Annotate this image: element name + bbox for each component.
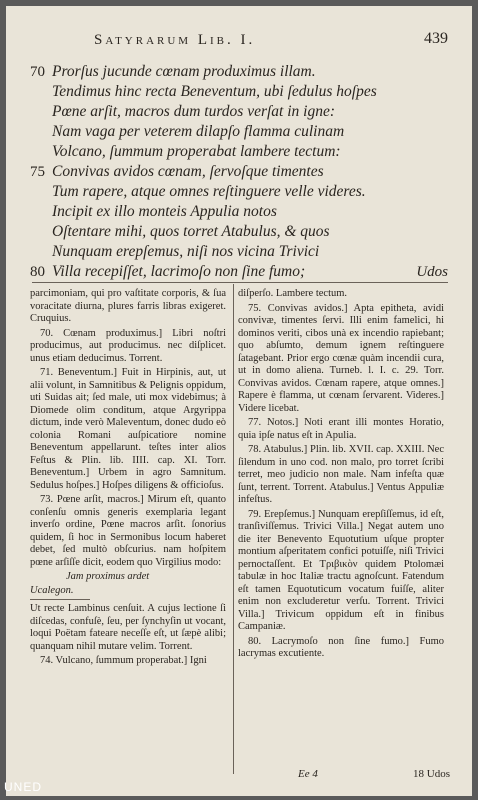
- verse-line: [30, 222, 450, 242]
- horizontal-rule: [32, 282, 448, 283]
- commentary-paragraph: 73. Pœne arſit, macros.] Mirum eſt, quanto conſenſu omnis generis exemplaria legant inverſo ordine, Pœne macros arſit. ſonorius quidem, ſi hoc in Sermonibus locum haberet debet, ſed multò obſcurius. nam hoſpitem pœne arſiſſe dicit, eodem quo Virgilius modo:: [30, 494, 226, 568]
- running-title: Satyrarum Lib. I.: [94, 32, 256, 48]
- verse-text: Nam vaga per veterem dilapſo flamma culinam: [52, 123, 345, 140]
- book-page: [6, 6, 472, 796]
- verse-line: [30, 182, 450, 202]
- page-number: 439: [424, 30, 448, 47]
- verse-line: [30, 122, 450, 142]
- verse-line: [30, 142, 450, 162]
- commentary-paragraph: 80. Lacrymoſo non ſine fumo.] Fumo lacrymas excutiente.: [238, 635, 444, 659]
- footer-catchword: 18 Udos: [413, 768, 450, 780]
- watermark-text: UNED: [4, 780, 43, 794]
- verse-line: [30, 82, 450, 102]
- verse-block: [30, 62, 450, 282]
- commentary-paragraph: Jam proximus ardet: [66, 571, 150, 582]
- commentary-paragraph: Ucalegon.: [30, 584, 74, 596]
- verse-line: [30, 62, 450, 82]
- commentary-paragraph: 70. Cœnam produximus.] Libri noſtri producimus, aut producimus. nec diſplicet. unus etiam deducimus. Torrent.: [30, 327, 226, 364]
- commentary-paragraph: diſperſo. Lambere tectum.: [238, 288, 348, 299]
- quote-separator: [30, 599, 90, 600]
- commentary-paragraph: 79. Erepſemus.] Nunquam erepſiſſemus, id eſt, tranſiviſſemus. Trivici Villa.] Negat autem uno die iter Benevento Equotutium uſque propter montium aſperitatem confici potuiſſe, niſi Trivici pernoctaſſent. Et Τριβικὸν quidem Ptolomæi tabulæ in hoc Italiæ tractu agnoſcunt. Fatendum eſt tamen Equotuticum vocatum fuiſſe, aliter enim non excluderetur verſu. Torrent. Trivici Villa.] Trivicum oppidum eſt in finibus Campaniæ.: [238, 508, 444, 632]
- verse-number: 75: [30, 164, 45, 180]
- commentary-paragraph: 74. Vulcano, ſummum properabat.] Igni: [40, 655, 207, 666]
- verse-text: Convivas avidos cœnam, ſervoſque timentes: [52, 163, 324, 180]
- verse-text: Incipit ex illo monteis Appulia notos: [52, 203, 277, 220]
- column-divider: [233, 284, 234, 774]
- verse-text: Prorſus jucunde cœnam produximus illam.: [52, 63, 316, 80]
- page-header: [86, 32, 452, 52]
- commentary-paragraph: 75. Convivas avidos.] Apta epitheta, avidi convivæ, timentes ſervi. Illi enim famelici, hi dominos veriti, cibos unà ex incendio rapiebant; quo abſumto, demum ignem reſtinguere ſatagebant. Prior ergo cœnæ quàm incendii cura, ut in domo aliena. Turneb. l. I. c. 29. Torr. Convivas avidos. Cœnam rapere, atque omnes.] Rapere è flamma, ut cœnam ſervarent. Videres.] Videre licebat.: [238, 302, 444, 414]
- commentary-right-column: [238, 288, 444, 663]
- verse-catchword: Udos: [416, 264, 448, 280]
- verse-number: 80: [30, 264, 45, 280]
- verse-text: Volcano, ſummum properabat lambere tectum:: [52, 143, 341, 160]
- verse-text: Pœne arſit, macros dum turdos verſat in igne:: [52, 103, 335, 120]
- page-footer: [238, 768, 450, 782]
- commentary-paragraph: 71. Beneventum.] Fuit in Hirpinis, aut, ut alii volunt, in Samnitibus & Pelignis oppidum, uti Suidas ait; ſed male, uti mox videbimus; à Diomede olim conditum, atque Argyrippa dictum, inde verò Maleventum, donec dudo eò colonia Romani auſpicatiore nomine Beneventum appellarunt. teſtes inter alios Feſtus & Plin. lib. IIII. cap. XI. Torr. Beneventum.] Urbem in agro Samnitum. Sedulus hoſpes.] Hoſpes diligens & officioſus.: [30, 367, 227, 491]
- verse-line: [30, 102, 450, 122]
- verse-text: Tendimus hinc recta Beneventum, ubi ſedulus hoſpes: [52, 83, 377, 100]
- commentary-left-column: [30, 288, 226, 670]
- verse-text: Villa recepiſſet, lacrimoſo non ſine fumo;: [52, 263, 306, 280]
- commentary-paragraph: 77. Notos.] Noti erant illi montes Horatio, quia ipſe natus eſt in Apulia.: [238, 417, 444, 441]
- verse-text: Tum rapere, atque omnes reſtinguere velle videres.: [52, 183, 366, 200]
- commentary-paragraph: 78. Atabulus.] Plin. lib. XVII. cap. XXIII. Nec ſilendum in uno cod. non malo, pro torret ſcribi terret, meo judicio non male. Nam infeſta quæ ſunt, terrent. Torrent. Atabulus.] Ventus Appuliæ infeſtus.: [238, 444, 444, 505]
- commentary-paragraph: Ut recte Lambinus cenſuit. A cujus lectione ſi diſcedas, confuſè, ſeu, per ſynchyſin ut vocant, loqui Poëtam fateare neceſſe eſt, ut ſæpè alibi; quanquam nihil mutare velim. Torrent.: [30, 603, 226, 652]
- verse-text: Oſtentare mihi, quos torret Atabulus, & quos: [52, 223, 330, 240]
- commentary-paragraph: parcimoniam, qui pro vaſtitate corporis, & ſua voracitate diurna, plures farris libras exigeret. Cruquius.: [30, 288, 226, 324]
- verse-line: [30, 162, 450, 182]
- verse-number: 70: [30, 64, 45, 80]
- signature-mark: Ee 4: [298, 768, 318, 780]
- verse-line: [30, 242, 450, 262]
- verse-line: [30, 262, 450, 282]
- verse-line: [30, 202, 450, 222]
- verse-text: Nunquam erepſemus, niſi nos vicina Trivici: [52, 243, 320, 260]
